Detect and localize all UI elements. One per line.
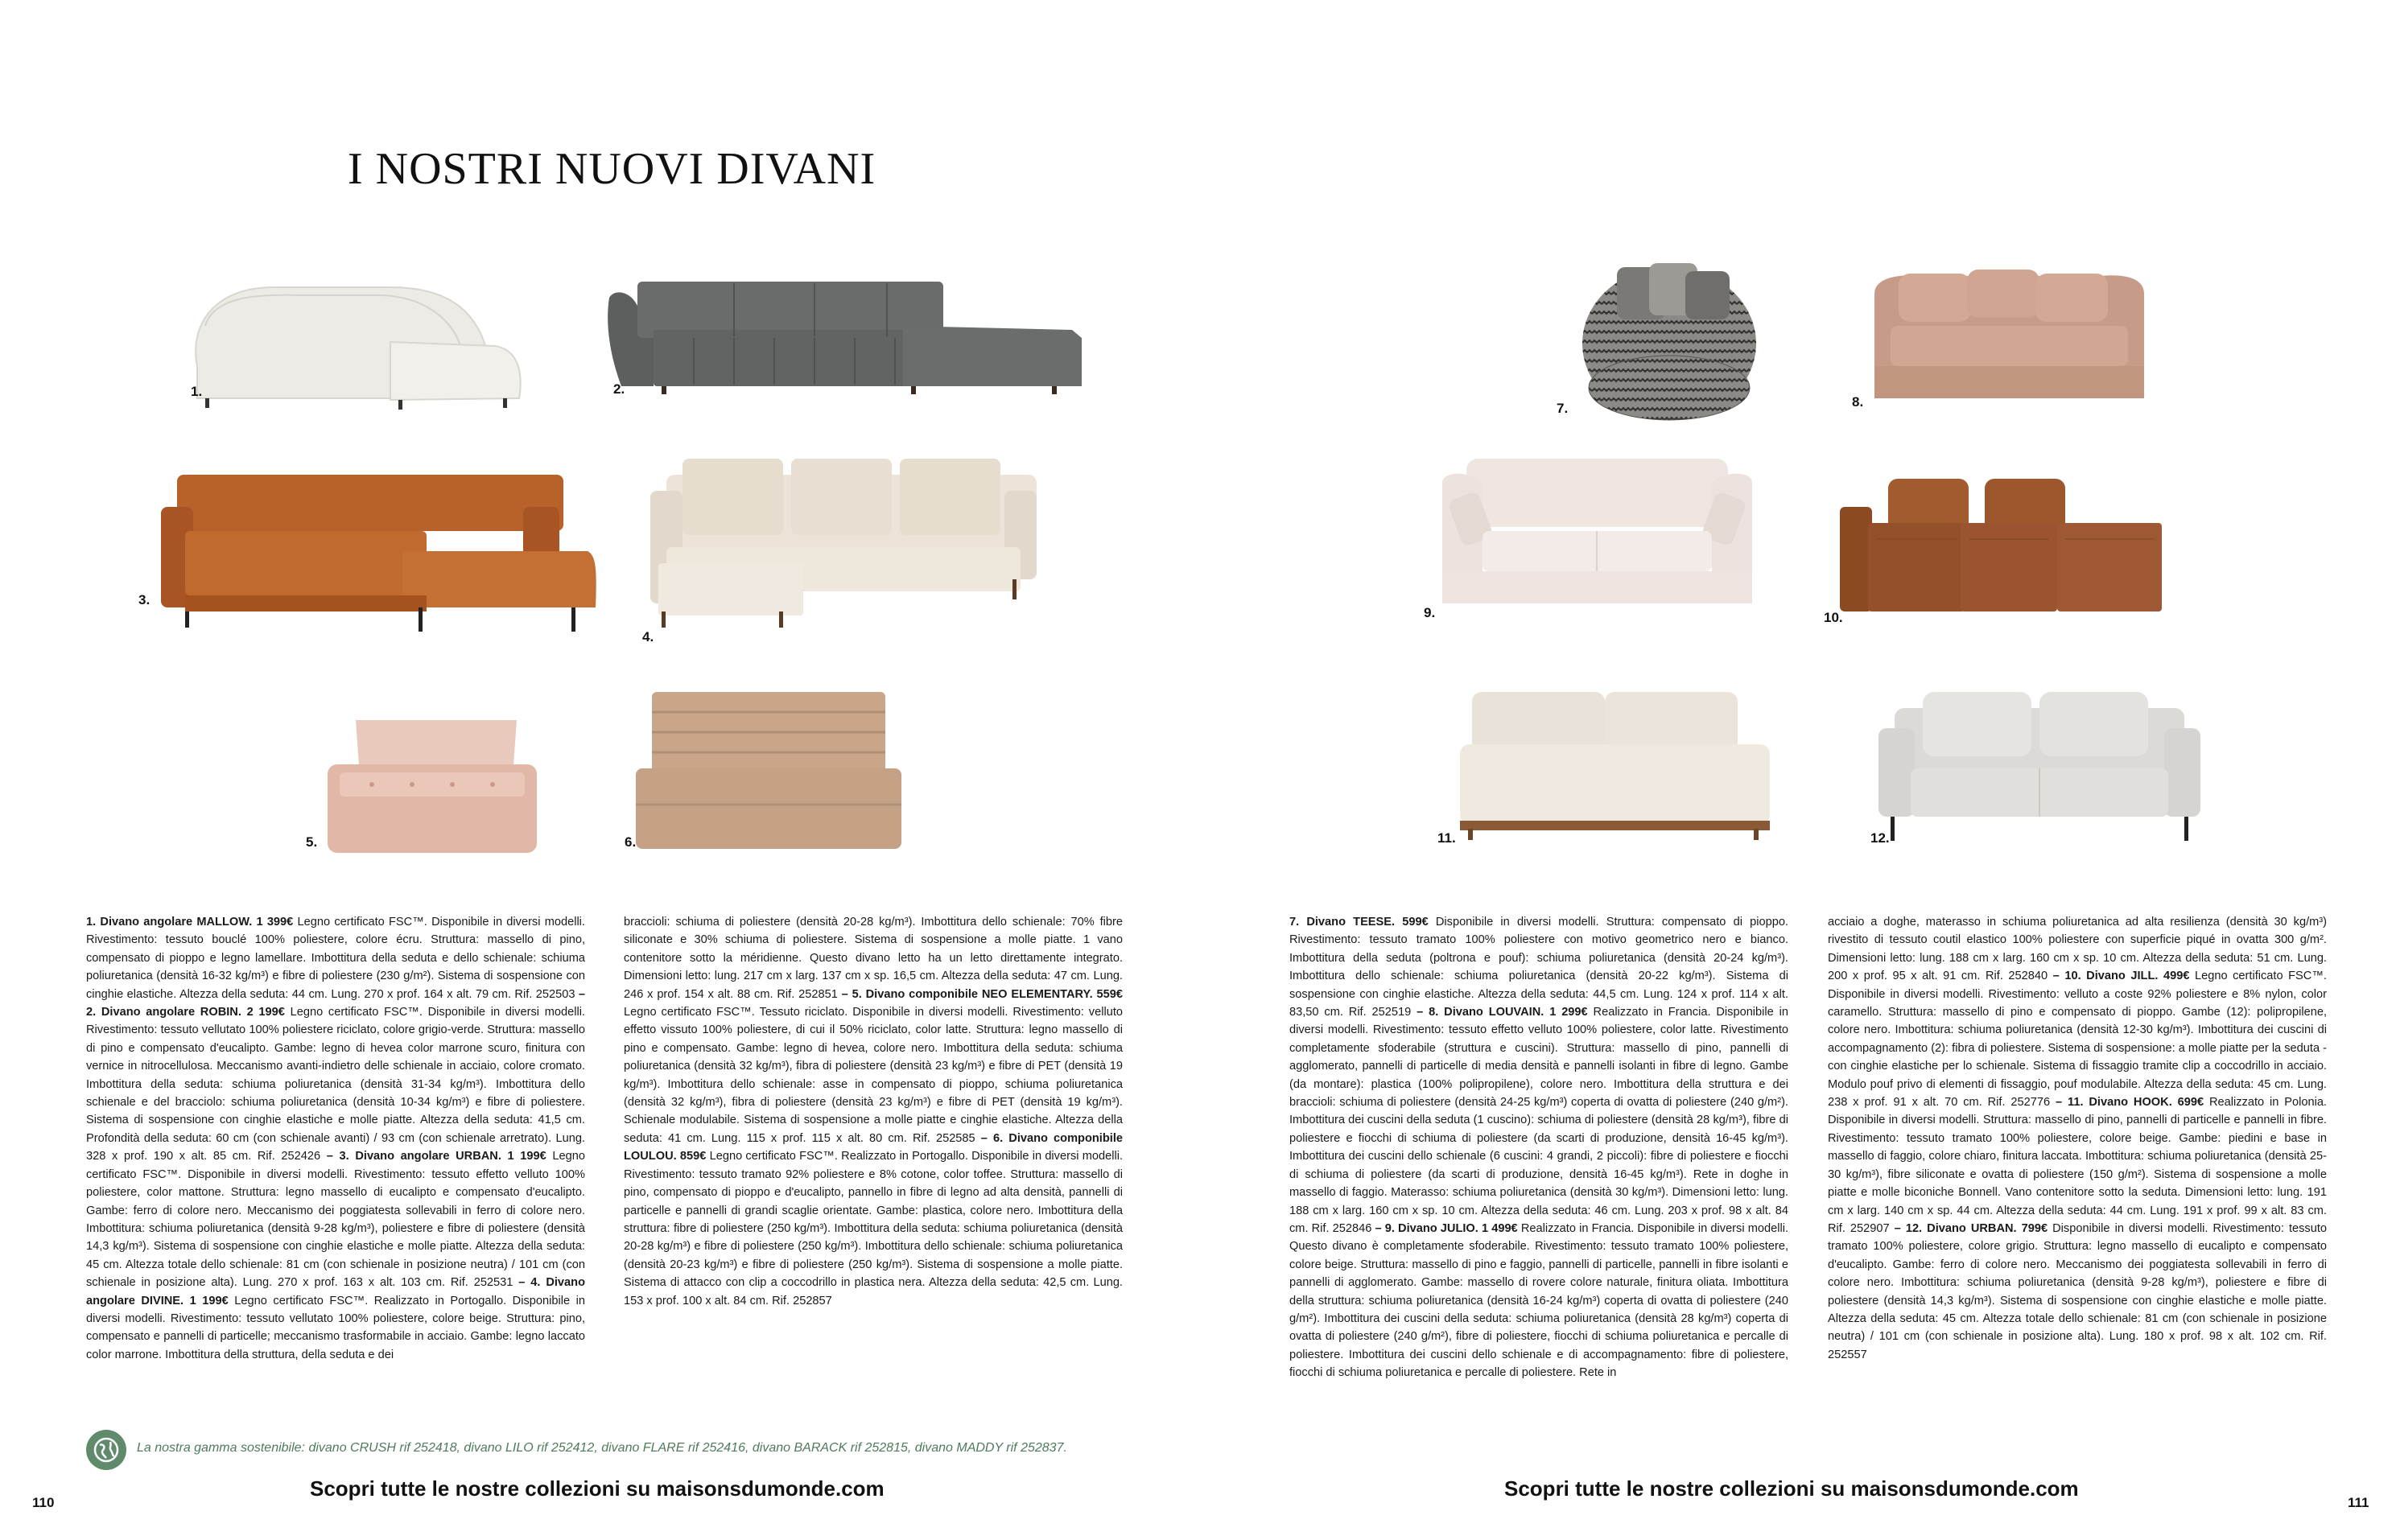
product-description-column	[1828, 913, 2327, 1364]
figure-label: 12.	[1870, 830, 1890, 846]
right-page	[1198, 0, 2396, 1540]
patterned-round-armchair-image	[1573, 251, 1766, 424]
orange-velvet-corner-sofa-image	[153, 471, 604, 636]
footer-collection-link[interactable]: Scopri tutte le nostre collezioni su maisonsdumonde.com	[310, 1476, 885, 1501]
product-description-column	[86, 913, 585, 1364]
product-description-text: Legno certificato FSC™. Disponibile in diversi modelli. Rivestimento: tessuto effetto velluto 100% poliestere, color mattone. Struttura: legno massello di eucalipto e compensato d'eucalipto. Gambe: ferro di colore nero. Meccanismo dei poggiatesta sollevabili in ferro di colore nero. Imbottitura: schiuma poliuretanica (densità 9-28 kg/m³), poliestere e fibre di poliestere (densità 14,3 kg/m³). Sistema di sospensione con cinghie elastiche e molle piatte. Altezza della seduta: 45 cm. Altezza totale dello schienale: 81 cm (con schienale in posizione neutra) / 101 cm (con schienale in posizione alta). Lung. 270 x prof. 163 x alt. 103 cm. Rif. 252531	[86, 1150, 585, 1290]
sustainable-globe-icon	[86, 1430, 126, 1470]
cream-sofa-bed-image	[650, 451, 1053, 644]
figure-label: 2.	[613, 381, 625, 397]
brown-corduroy-sofa-image	[1840, 475, 2170, 620]
figure-label: 8.	[1852, 394, 1864, 410]
footer-collection-link[interactable]: Scopri tutte le nostre collezioni su maisonsdumonde.com	[1504, 1476, 2079, 1501]
page-title: I NOSTRI NUOVI DIVANI	[348, 144, 876, 194]
sustainable-range-note: La nostra gamma sostenibile: divano CRUSH rif 252418, divano LILO rif 252412, divano FLARE rif 252416, divano BARACK rif 252815, divano MADDY rif 252837.	[137, 1441, 1067, 1455]
grey-corner-sofa-image	[605, 274, 1088, 406]
product-name-price: – 6. Divano componibile LOULOU. 859€	[624, 1131, 1123, 1163]
product-name-price: – 9. Divano JULIO. 1 499€	[1375, 1221, 1518, 1235]
pink-linen-sofa-image	[1866, 261, 2152, 414]
pink-modular-chair-image	[324, 716, 541, 857]
figure-label: 5.	[306, 834, 318, 850]
product-description-text: Legno certificato FSC™. Disponibile in diversi modelli. Rivestimento: tessuto bouclé 100% poliestere, colore écru. Struttura: massello di pino, compensato di pioppo e legno lamellare. Imbottitura della seduta e dello schienale: schiuma poliuretanica (densità 16-32 kg/m³) e fibre di poliestere (230 g/m²). Sistema di sospensione con cinghie elastiche. Altezza della seduta: 44 cm. Lung. 270 x prof. 164 x alt. 79 cm. Rif. 252503	[86, 916, 585, 1001]
product-name-price: – 10. Divano JILL. 499€	[2052, 970, 2190, 983]
product-description-text: Disponibile in diversi modelli. Struttura: compensato di pioppo. Rivestimento: tessuto tramato 100% poliestere con motivo geometrico nero e bianco. Imbottitura della seduta (poltrona e pouf): schiuma poliuretanica (densità 20-24 kg/m³). Imbottitura dello schienale: schiuma poliuretanica (densità 20-22 kg/m³). Sistema di sospensione con cinghie elastiche. Altezza della seduta: 44,5 cm. Lung. 124 x prof. 114 x alt. 83,50 cm. Rif. 252519	[1289, 916, 1788, 1019]
product-name-price: – 8. Divano LOUVAIN. 1 299€	[1417, 1006, 1588, 1019]
cream-daybed-sofa-image	[1460, 688, 1770, 845]
product-description-text: Realizzato in Francia. Disponibile in diversi modelli. Rivestimento: tessuto effetto velluto 100% poliestere, color latte. Rivestimento completamente sfoderabile (struttura e cuscini). Struttura: massello di pino, pannelli di agglomerato, pannelli di particelle di media densità e pannelli isolanti in fibre di legno. Gambe (da montare): plastica (100% polipropilene), colore nero. Imbottitura della struttura e dei braccioli: schiuma di poliestere (densità 24-25 kg/m³) coperta di ovatta di poliestere (240 g/m²). Imbottitura dei cuscini della seduta (1 cuscino): schiuma di poliestere (densità 28 kg/m³), fibre di poliestere e fiocchi di schiuma di poliestere (da scarti di produzione, densità 16-45 kg/m³). Imbottitura dei cuscini dello schienale (6 cuscini: 4 grandi, 2 piccoli): fibre di poliestere e fiocchi di schiuma di poliestere (da scarti di produzione, densità 16-45 kg/m³). Rete in doghe in massello di faggio. Materasso: schiuma poliuretanica (densità 30 kg/m³). Dimensioni letto: lung. 188 cm x larg. 160 cm x sp. 10 cm. Altezza della seduta: 46 cm. Lung. 203 x prof. 98 x alt. 84 cm. Rif. 252846	[1289, 1006, 1788, 1235]
product-description-text: Disponibile in diversi modelli. Rivestimento: tessuto tramato 100% poliestere, colore grigio. Struttura: legno massello di eucalipto e compensato d'eucalipto. Gambe: ferro di colore nero. Meccanismo dei poggiatesta sollevabili in ferro di colore nero. Imbottitura: schiuma poliuretanica (densità 9-28 kg/m³), poliestere e fibre di poliestere (densità 14,3 kg/m³). Sistema di sospensione con cinghie elastiche e molle piatte. Altezza della seduta: 45 cm. Altezza totale dello schienale: 81 cm (con schienale in posizione neutra) / 101 cm (con schienale in posizione alta). Lung. 180 x prof. 98 x alt. 102 cm. Rif. 252557	[1828, 1221, 2327, 1361]
product-description-text: Legno certificato FSC™. Disponibile in diversi modelli. Rivestimento: tessuto vellutato 100% poliestere riciclato, colore grigio-verde. Struttura: massello di pino e compensato d'eucalipto. Gambe: legno di hevea color marrone scuro, finitura con vernice in nitrocellulosa. Meccanismo avanti-indietro delle schienale in acciaio, colore cromato. Imbottitura della seduta: schiuma poliuretanica (densità 31-34 kg/m³). Imbottitura dello schienale e del bracciolo: schiuma poliuretanica (densità 10-34 kg/m³) e fibre di poliestere. Sistema di sospensione con cinghie elastiche e molle piatte. Altezza della seduta: 41,5 cm. Profondità della seduta: 60 cm (con schienale avanti) / 93 cm (con schienale arretrato). Lung. 328 x prof. 190 x alt. 85 cm. Rif. 252426	[86, 1006, 585, 1163]
figure-label: 7.	[1557, 401, 1569, 416]
figure-label: 11.	[1437, 830, 1456, 846]
beige-folding-sofa-image	[636, 692, 901, 853]
product-name-price: 7. Divano TEESE. 599€	[1289, 916, 1429, 929]
figure-label: 3.	[138, 592, 151, 607]
figure-label: 10.	[1824, 610, 1843, 625]
product-description-text: Realizzato in Polonia. Disponibile in diversi modelli. Struttura: massello di pino, pannelli di particelle e pannelli in fibre. Rivestimento: tessuto tramato 100% poliestere, colore beige. Gambe: piedini e base in massello di faggio, colore chiaro, finitura laccata. Imbottitura: schiuma poliuretanica (densità 25-30 kg/m³), fibre siliconate e ovatta di poliestere (150 g/m²). Sistema di sospensione a molle piatte e molle biconiche Bonnell. Vano contenitore sotto la seduta. Dimensioni letto: lung. 191 cm x larg. 140 cm x sp. 44 cm. Altezza della seduta: 44 cm. Lung. 191 x prof. 99 x alt. 83 cm. Rif. 252907	[1828, 1096, 2327, 1235]
product-description-text: Legno certificato FSC™. Realizzato in Portogallo. Disponibile in diversi modelli. Rivestimento: tessuto tramato 92% poliestere e 8% cotone, color toffee. Struttura: massello di pino, compensato di pioppo e d'eucalipto, pannello in fibre di legno ad alta densità, pannelli di particelle e pannelli di grandi scaglie orientate. Gambe: plastica, colore nero. Imbottitura della struttura: fibre di poliestere (250 kg/m³). Imbottitura della seduta: schiuma poliuretanica (densità 20-28 kg/m³) e fibre di poliestere (250 kg/m³). Imbottitura dello schienale: schiuma poliuretanica (densità 20-23 kg/m³) e fibre di poliestere (250 kg/m³). Sistema di sospensione a molle piatte. Sistema di attacco con clip a coccodrillo in plastica nera. Altezza della seduta: 42,5 cm. Lung. 153 x prof. 100 x alt. 84 cm. Rif. 252857	[624, 1150, 1124, 1307]
product-name-price: 1. Divano angolare MALLOW. 1 399€	[86, 916, 294, 929]
product-description-column	[1289, 913, 1788, 1382]
product-description-text: Legno certificato FSC™. Realizzato in Portogallo. Disponibile in diversi modelli. Rivestimento: tessuto vellutato 100% poliestere, colore beige. Struttura: pino, compensato e pannelli di particelle; meccanismo trasformabile in acciaio. Gambe: legno laccato color marrone. Imbottitura della struttura, della seduta e dei	[86, 1294, 585, 1361]
product-name-price: – 4. Divano angolare DIVINE. 1 199€	[86, 1276, 585, 1307]
product-description-text: Legno certificato FSC™. Tessuto riciclato. Disponibile in diversi modelli. Rivestimento: velluto effetto vissuto 100% poliestere, di cui il 50% riciclato, color latte. Struttura: legno massello di pino e compensato. Gambe: legno di hevea, colore nero. Imbottitura della seduta: schiuma poliuretanica (densità 32 kg/m³), fibra di poliestere (densità 23 kg/m³) e fibre di PET (densità 19 kg/m³). Imbottitura dello schienale: asse in compensato di pioppo, schiuma poliuretanica (densità 32 kg/m³), fibra di poliestere (densità 23 kg/m³) e fibre di PET (densità 19 kg/m³). Schienale modulabile. Sistema di sospensione a molle piatte e cinghie elastiche. Altezza della seduta: 41 cm. Lung. 115 x prof. 115 x alt. 80 cm. Rif. 252585	[624, 1006, 1123, 1145]
figure-label: 9.	[1424, 605, 1436, 620]
product-name-price: – 2. Divano angolare ROBIN. 2 199€	[86, 987, 585, 1019]
page-number: 111	[2348, 1495, 2369, 1510]
product-description-text: Realizzato in Francia. Disponibile in diversi modelli. Questo divano è completamente sfoderabile. Rivestimento: tessuto tramato 100% poliestere, colore beige. Struttura: massello di pino e faggio, pannelli di particelle, pannelli in fibre isolanti e pannelli di agglomerato. Gambe: massello di rovere colore naturale, finitura oliata. Imbottitura della struttura: schiuma poliuretanica (densità 16-24 kg/m³) coperta di ovatta di poliestere (240 g/m²). Imbottitura dei cuscini della seduta: schiuma poliuretanica (densità 28 kg/m³) coperta di ovatta di poliestere (240 g/m²), fibre di poliestere, fiocchi di schiuma poliuretanica e percalle di poliestere. Imbottitura dei cuscini dello schienale e di accompagnamento: fibre di poliestere, fiocchi di schiuma poliuretanica e percalle di poliestere. Rete in	[1289, 1221, 1788, 1380]
figure-label: 6.	[625, 834, 637, 850]
white-boucle-corner-sofa-image	[181, 278, 535, 418]
figure-label: 1.	[191, 384, 203, 399]
product-description-column	[624, 913, 1123, 1310]
white-slipcover-sofa-image	[1438, 459, 1756, 607]
light-grey-sofa-image	[1878, 684, 2200, 849]
page-number: 110	[32, 1495, 55, 1510]
product-description-text: braccioli: schiuma di poliestere (densità 20-28 kg/m³). Imbottitura dello schienale: 70% fibre siliconate e 30% schiuma di poliestere. Sistema di sospensione a molle piatte. 1 vano contenitore sotto la méridienne. Questo divano letto ha un letto direttamente integrato. Dimensioni letto: lung. 217 cm x larg. 137 cm x sp. 16,5 cm. Altezza della seduta: 47 cm. Lung. 246 x prof. 154 x alt. 88 cm. Rif. 252851	[624, 916, 1123, 1001]
product-description-text: Legno certificato FSC™. Disponibile in diversi modelli. Rivestimento: velluto a coste 92% poliestere e 8% nylon, color caramello. Struttura: massello di pino e compensato di pioppo. Gambe (12): polipropilene, colore nero. Imbottitura: schiuma poliuretanica (densità 12-30 kg/m³). Imbottitura dei cuscini di accompagnamento (2): fibra di poliestere. Sistema di sospensione: a molle piatte per la seduta - con cinghie elastiche per lo schienale. Sistema di fissaggio tramite clip a coccodrillo in acciaio. Modulo pouf privo di elementi di fissaggio, pouf modulabile. Altezza della seduta: 45 cm. Lung. 238 x prof. 91 x alt. 70 cm. Rif. 252776	[1828, 970, 2327, 1110]
product-name-price: – 3. Divano angolare URBAN. 1 199€	[326, 1150, 546, 1163]
product-name-price: – 5. Divano componibile NEO ELEMENTARY. 559€	[841, 987, 1123, 1001]
product-name-price: – 12. Divano URBAN. 799€	[1894, 1221, 2048, 1235]
figure-label: 4.	[642, 629, 654, 644]
product-name-price: – 11. Divano HOOK. 699€	[2056, 1096, 2204, 1110]
product-description-text: acciaio a doghe, materasso in schiuma poliuretanica ad alta resilienza (densità 30 kg/m³) rivestito di tessuto coutil elastico 100% poliestere con superficie piqué in ovatta 300 g/m². Dimensioni letto: lung. 188 cm x larg. 160 cm x sp. 10 cm. Altezza della seduta: 51 cm. Lung. 200 x prof. 95 x alt. 91 cm. Rif. 252840	[1828, 916, 2327, 983]
